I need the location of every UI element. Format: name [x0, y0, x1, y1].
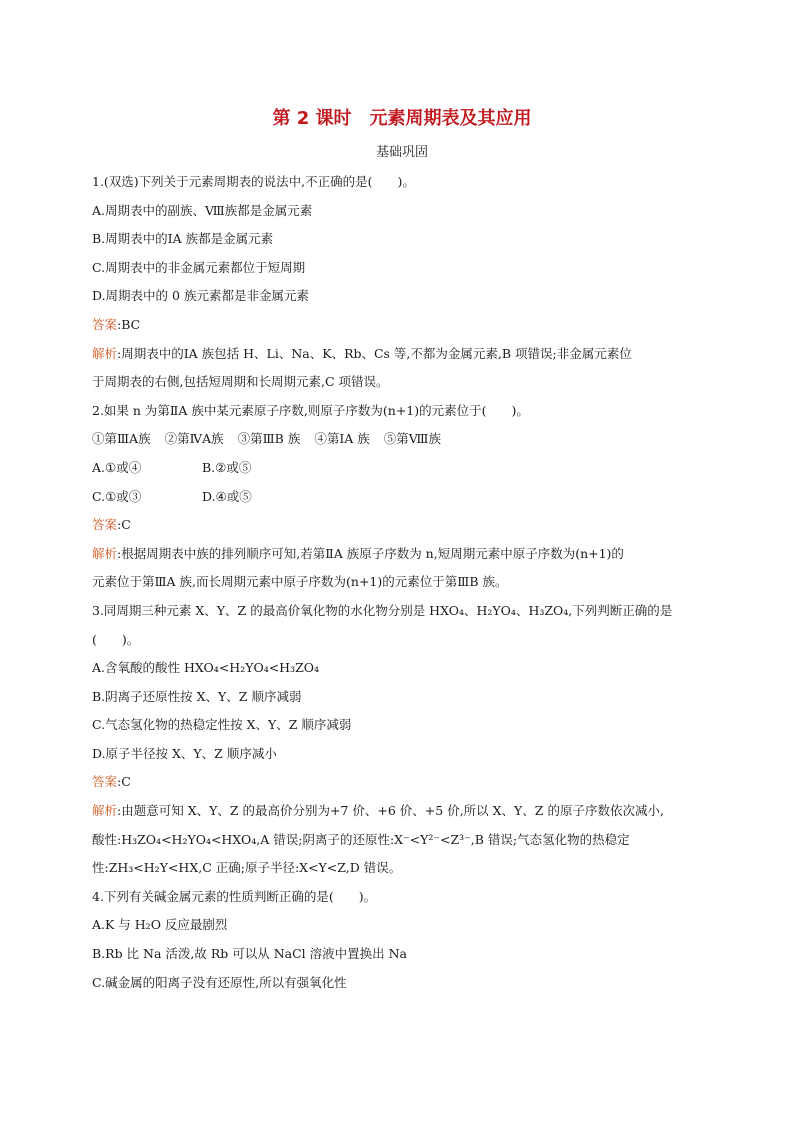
- question-stem: 2.如果 n 为第ⅡA 族中某元素原子序数,则原子序数为(n+1)的元素位于( )。: [92, 402, 529, 418]
- document-page: [92, 104, 712, 997]
- answer-line: [92, 311, 712, 340]
- question-2: [92, 397, 712, 597]
- option-c: C.碱金属的阳离子没有还原性,所以有强氧化性: [92, 974, 347, 990]
- answer-value: :C: [117, 517, 131, 533]
- question-stem: 1.(双选)下列关于元素周期表的说法中,不正确的是( )。: [92, 174, 415, 189]
- numbered-options: [92, 425, 712, 454]
- question-stem: 4.下列有关碱金属元素的性质判断正确的是( )。: [92, 888, 377, 904]
- question-4: [92, 883, 712, 997]
- option-b: B.②或⑤: [202, 459, 252, 475]
- options-row: [92, 483, 712, 512]
- explanation-text: 性:ZH₃<H₂Y<HX,C 正确;原子半径:X<Y<Z,D 错误。: [92, 860, 402, 876]
- numbered-option: ④第ⅠA 族: [314, 431, 370, 447]
- section-heading: 基础巩固: [375, 145, 428, 160]
- option-c: C.①或③: [92, 488, 142, 504]
- numbered-option: ③第ⅢB 族: [237, 431, 301, 447]
- answer-line: [92, 768, 712, 797]
- explanation-text: 酸性:H₃ZO₄<H₂YO₄<HXO₄,A 错误;阴离子的还原性:X⁻<Y²⁻<Z³⁻,B 错误;气态氢化物的热稳定: [92, 831, 630, 847]
- option-a: A.含氧酸的酸性 HXO₄<H₂YO₄<H₃ZO₄: [92, 660, 320, 676]
- explanation-text: :周期表中的ⅠA 族包括 H、Li、Na、K、Rb、Cs 等,不都为金属元素,B 项错误;非金属元素位: [117, 345, 632, 361]
- option-b: B.周期表中的ⅠA 族都是金属元素: [92, 231, 274, 247]
- explanation-label: 解析: [92, 803, 118, 819]
- option-a: A.K 与 H₂O 反应最剧烈: [92, 917, 228, 933]
- option-d: D.原子半径按 X、Y、Z 顺序减小: [92, 745, 277, 761]
- option-a: A.周期表中的副族、Ⅷ族都是金属元素: [92, 202, 313, 218]
- page-title: 第 2 课时 元素周期表及其应用: [272, 108, 532, 129]
- answer-label: 答案: [92, 316, 118, 332]
- answer-line: [92, 511, 712, 540]
- option-d: D.④或⑤: [202, 488, 252, 504]
- explanation-label: 解析: [92, 345, 118, 361]
- option-c: C.周期表中的非金属元素都位于短周期: [92, 259, 306, 275]
- numbered-option: ②第ⅣA族: [164, 431, 224, 447]
- explanation-line: [92, 797, 712, 826]
- explanation-label: 解析: [92, 545, 118, 561]
- option-c: C.气态氢化物的热稳定性按 X、Y、Z 顺序减弱: [92, 717, 352, 733]
- explanation-text: :由题意可知 X、Y、Z 的最高价分别为+7 价、+6 价、+5 价,所以 X、Y、Z 的原子序数依次减小,: [117, 803, 664, 819]
- question-3: [92, 597, 712, 883]
- numbered-option: ⑤第Ⅷ族: [383, 431, 441, 447]
- numbered-option: ①第ⅢA族: [92, 431, 151, 447]
- option-b: B.阴离子还原性按 X、Y、Z 顺序减弱: [92, 688, 302, 704]
- option-b: B.Rb 比 Na 活泼,故 Rb 可以从 NaCl 溶液中置换出 Na: [92, 946, 407, 962]
- option-d: D.周期表中的 0 族元素都是非金属元素: [92, 288, 309, 304]
- explanation-text: :根据周期表中族的排列顺序可知,若第ⅡA 族原子序数为 n,短周期元素中原子序数为(n+1)的: [117, 545, 624, 561]
- answer-label: 答案: [92, 517, 118, 533]
- question-stem: ( )。: [92, 631, 140, 647]
- answer-value: :C: [117, 774, 131, 790]
- option-a: A.①或④: [92, 459, 142, 475]
- explanation-line: [92, 540, 712, 569]
- answer-label: 答案: [92, 774, 118, 790]
- explanation-text: 元素位于第ⅢA 族,而长周期元素中原子序数为(n+1)的元素位于第ⅢB 族。: [92, 574, 508, 590]
- question-stem: 3.同周期三种元素 X、Y、Z 的最高价氧化物的水化物分别是 HXO₄、H₂YO₄、H₃ZO₄,下列判断正确的是: [92, 602, 673, 618]
- options-row: [92, 454, 712, 483]
- question-1: [92, 168, 712, 397]
- explanation-line: [92, 340, 712, 369]
- explanation-text: 于周期表的右侧,包括短周期和长周期元素,C 项错误。: [92, 374, 389, 390]
- answer-value: :BC: [117, 316, 141, 332]
